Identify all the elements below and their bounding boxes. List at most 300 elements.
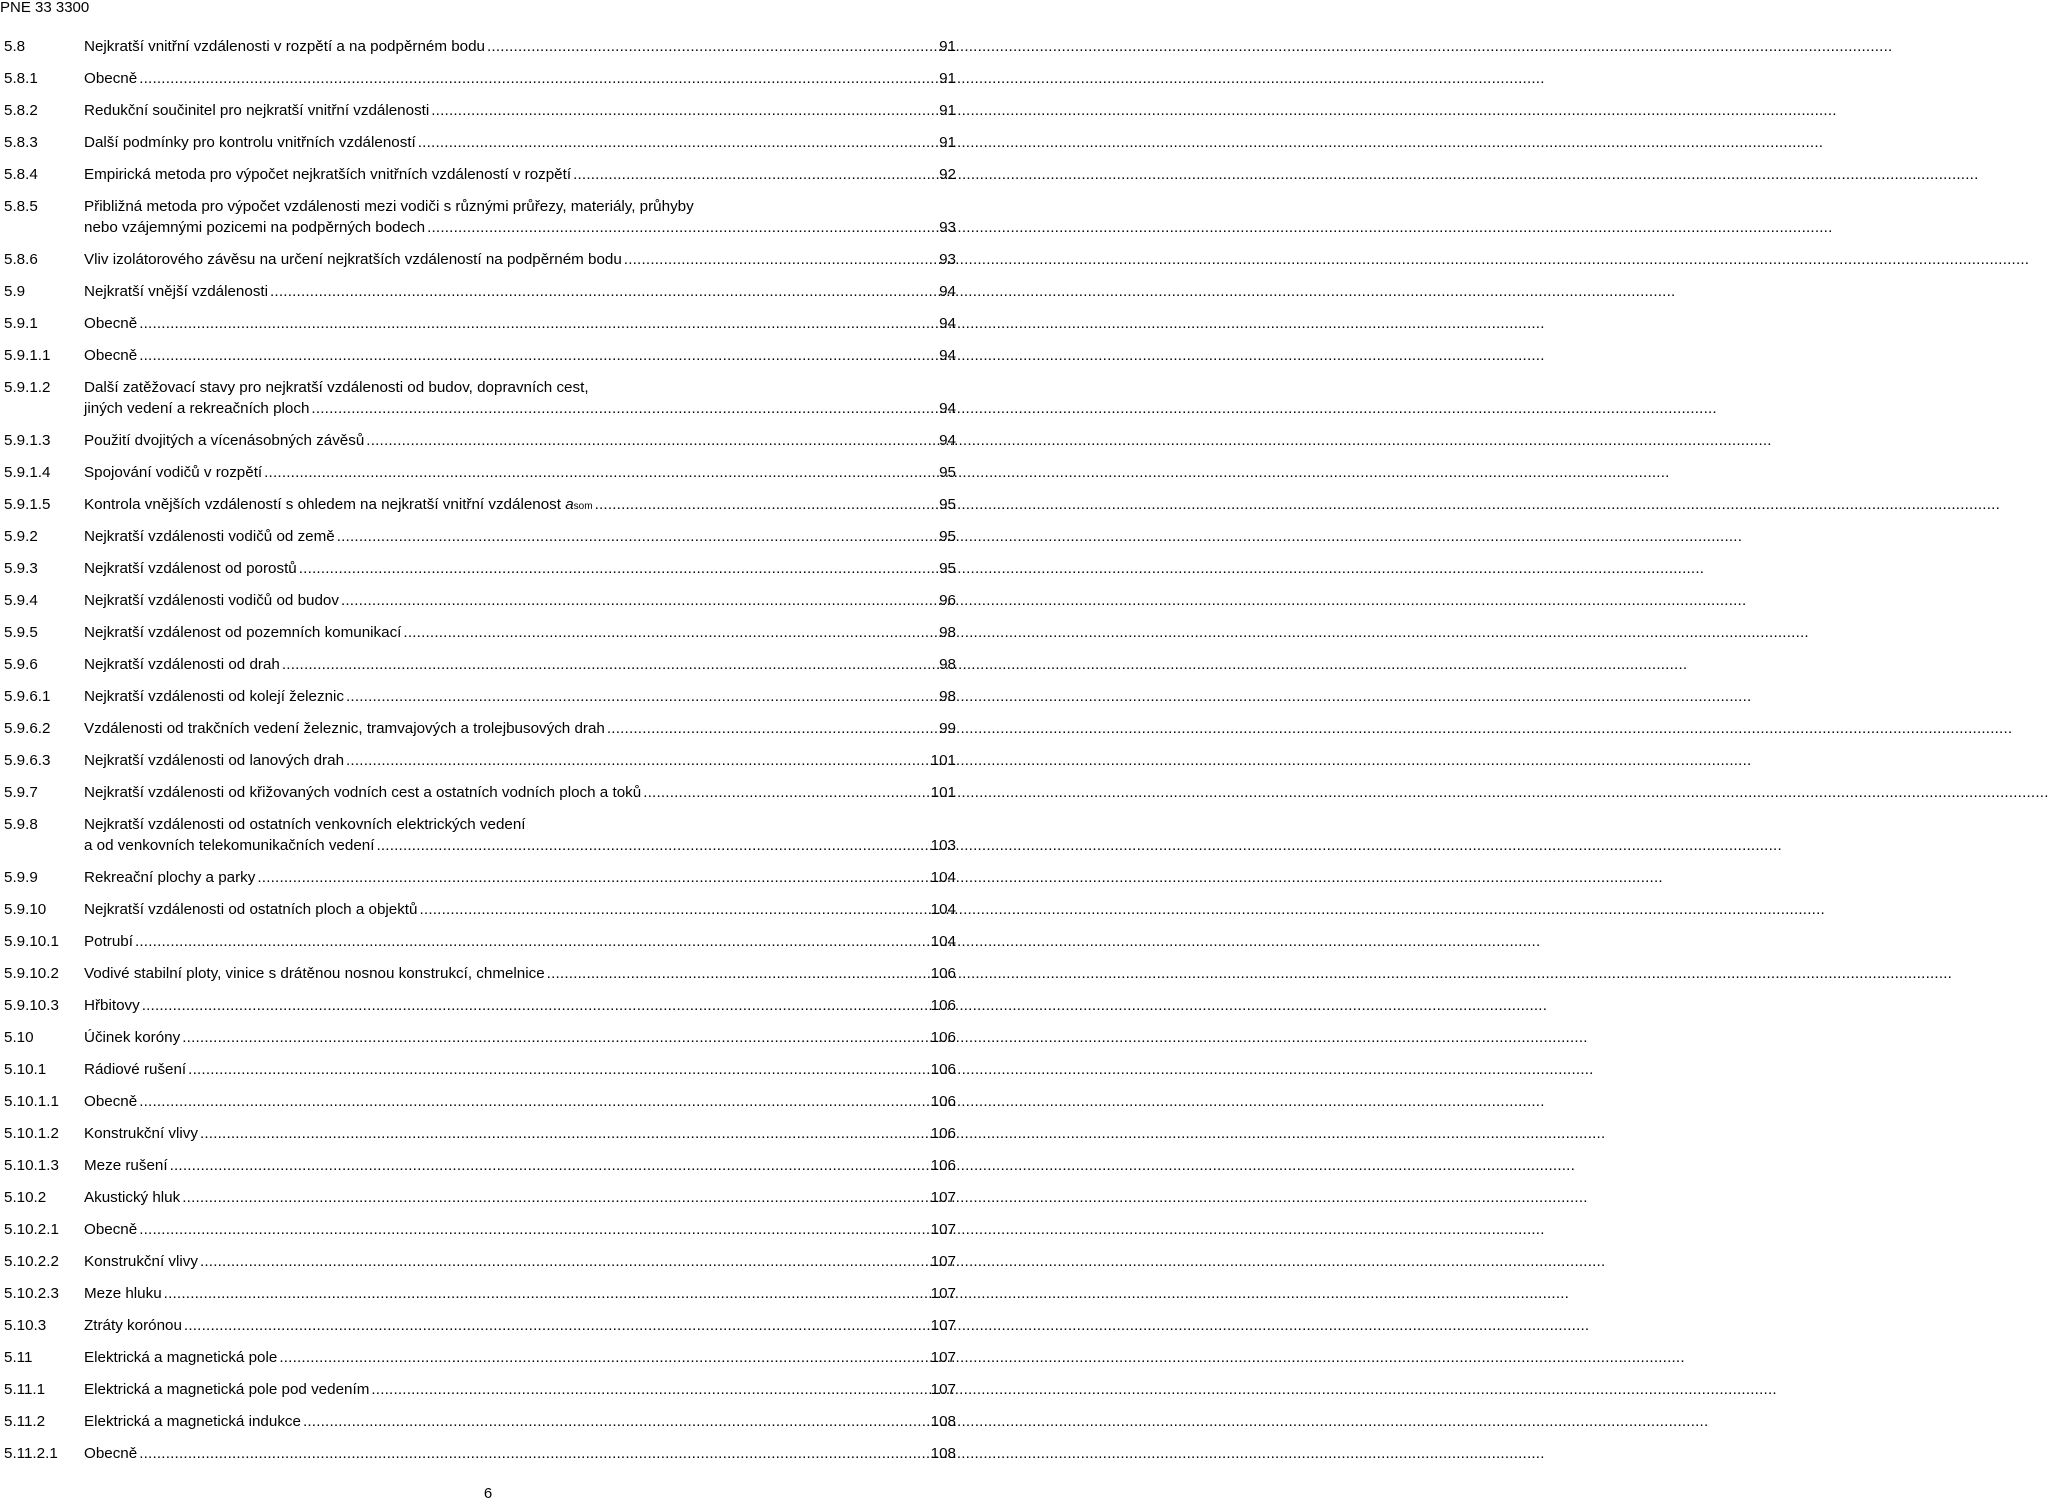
toc-entry-title-text: a od venkovních telekomunikačních vedení — [84, 837, 375, 854]
toc-entry-title-text: Redukční součinitel pro nejkratší vnitřní vzdálenosti — [84, 102, 430, 119]
toc-entry-body — [84, 249, 956, 270]
toc-entry[interactable] — [0, 556, 960, 588]
toc-entry[interactable] — [0, 929, 960, 961]
toc-entry-symbol: a — [565, 496, 574, 513]
toc-entry-page: 107 — [930, 1285, 956, 1302]
toc-entry-body — [84, 1187, 956, 1208]
toc-entry-page: 106 — [930, 1157, 956, 1174]
toc-entry-number: 5.9.10.1 — [4, 933, 59, 950]
toc-entry-title-text: Obecně — [84, 70, 138, 87]
toc-leader-dots — [164, 1283, 929, 1304]
toc-entry-title — [84, 1443, 137, 1464]
toc-entry-title — [84, 1347, 277, 1368]
toc-entry-subscript: som — [573, 501, 593, 512]
toc-entry-title — [84, 1315, 182, 1336]
toc-entry-title-text: Vodivé stabilní ploty, vinice s drátěnou nosnou konstrukcí, chmelnice — [84, 965, 545, 982]
toc-entry[interactable] — [0, 588, 960, 620]
toc-entry-body — [84, 590, 956, 611]
toc-entry-number: 5.10 — [4, 1029, 34, 1046]
toc-entry[interactable] — [0, 460, 960, 492]
toc-entry-page: 107 — [930, 1317, 956, 1334]
toc-entry-title-text: Akustický hluk — [84, 1189, 181, 1206]
toc-entry-number: 5.8.2 — [4, 102, 38, 119]
toc-entry[interactable] — [0, 34, 960, 66]
toc-entry-title — [84, 782, 641, 803]
toc-entry-title-text: Rekreační plochy a parky — [84, 869, 256, 886]
toc-entry-title-text: Obecně — [84, 1221, 138, 1238]
toc-leader-dots — [547, 963, 929, 984]
toc-entry-title — [84, 1251, 198, 1272]
toc-entry-number: 5.8 — [4, 38, 26, 55]
toc-entry[interactable] — [0, 1249, 960, 1281]
toc-entry-number: 5.8.3 — [4, 134, 38, 151]
toc-entry-body — [84, 995, 956, 1016]
toc-entry-title-text: Nejkratší vzdálenosti od kolejí železnic — [84, 688, 344, 705]
toc-entry[interactable] — [0, 130, 960, 162]
toc-entry-number: 5.10.1.3 — [4, 1157, 59, 1174]
toc-entry-page: 94 — [939, 315, 956, 332]
toc-entry-number: 5.9.6.2 — [4, 720, 51, 737]
toc-leader-dots — [624, 249, 937, 270]
toc-entry[interactable] — [0, 1313, 960, 1345]
toc-entry-body — [84, 686, 956, 707]
toc-entry-title — [84, 867, 255, 888]
toc-entry-number: 5.9.3 — [4, 560, 38, 577]
toc-entry-page: 106 — [930, 965, 956, 982]
toc-entry-title — [84, 1187, 180, 1208]
toc-leader-dots — [257, 867, 928, 888]
toc-leader-dots — [643, 782, 928, 803]
toc-entry-page: 107 — [930, 1253, 956, 1270]
toc-leader-dots — [419, 899, 928, 920]
toc-leader-dots — [188, 1059, 929, 1080]
toc-entry[interactable] — [0, 1345, 960, 1377]
toc-entry-number: 5.11.1 — [4, 1381, 46, 1398]
toc-entry-number: 5.9.6 — [4, 656, 38, 673]
toc-entry-title — [84, 1411, 301, 1432]
toc-entry-title — [84, 590, 339, 611]
toc-entry-title-text: Nejkratší vnitřní vzdálenosti v rozpětí a na podpěrném bodu — [84, 38, 486, 55]
toc-entry[interactable] — [0, 428, 960, 460]
toc-leader-dots — [139, 345, 937, 366]
toc-entry-body — [84, 899, 956, 920]
toc-entry-number: 5.11.2.1 — [4, 1445, 58, 1462]
toc-entry-body — [84, 430, 956, 451]
toc-entry-number: 5.10.2.3 — [4, 1285, 59, 1302]
toc-leader-dots — [341, 590, 937, 611]
toc-entry-page: 107 — [930, 1221, 956, 1238]
toc-entry-page: 95 — [939, 496, 956, 513]
toc-entry[interactable] — [0, 1441, 960, 1473]
toc-entry-body — [84, 1379, 956, 1400]
toc-entry-title — [84, 313, 137, 334]
toc-entry[interactable] — [0, 780, 960, 812]
toc-entry-title-text: Elektrická a magnetická pole pod vedením — [84, 1381, 370, 1398]
toc-leader-dots — [139, 68, 937, 89]
toc-entry-body — [84, 1347, 956, 1368]
toc-entry-title — [84, 963, 545, 984]
toc-entry-number: 5.9.10.2 — [4, 965, 59, 982]
toc-entry-page: 103 — [930, 837, 956, 854]
toc-leader-dots — [346, 750, 929, 771]
toc-entry-number: 5.9.4 — [4, 592, 38, 609]
toc-entry-body — [84, 1411, 956, 1432]
toc-entry-title-text: Obecně — [84, 1445, 138, 1462]
toc-entry-body — [84, 1155, 956, 1176]
toc-entry-title-text: Nejkratší vzdálenosti od ostatních ploch a objektů — [84, 901, 418, 918]
toc-entry-title-text: Použití dvojitých a vícenásobných závěsů — [84, 432, 365, 449]
toc-entry-page: 104 — [930, 933, 956, 950]
toc-entry-title-text: Potrubí — [84, 933, 133, 950]
toc-entry-page: 106 — [930, 997, 956, 1014]
toc-entry[interactable] — [0, 812, 960, 865]
toc-entry-title — [84, 1027, 180, 1048]
toc-entry-number: 5.10.1.2 — [4, 1125, 59, 1142]
toc-entry-body — [84, 1027, 956, 1048]
toc-entry-body — [84, 1283, 956, 1304]
toc-entry-number: 5.8.1 — [4, 70, 38, 87]
toc-leader-dots — [595, 494, 938, 515]
toc-entry-number: 5.9.9 — [4, 869, 38, 886]
toc-leader-dots — [418, 132, 937, 153]
toc-entry-page: 92 — [939, 166, 956, 183]
toc-entry-title-text: Vzdálenosti od trakčních vedení železnic, tramvajových a trolejbusových drah — [84, 720, 605, 737]
toc-entry-body — [84, 68, 956, 89]
toc-leader-dots — [346, 686, 937, 707]
toc-entry[interactable] — [0, 1089, 960, 1121]
toc-entry-page: 91 — [939, 70, 956, 87]
toc-entry-title — [84, 654, 280, 675]
toc-entry-body — [84, 867, 956, 888]
toc-leader-dots — [337, 526, 937, 547]
toc-entry[interactable] — [0, 1153, 960, 1185]
toc-entry-title — [84, 1283, 162, 1304]
toc-entry[interactable] — [0, 1281, 960, 1313]
toc-entry-title-text: Konstrukční vlivy — [84, 1125, 198, 1142]
toc-entry[interactable] — [0, 652, 960, 684]
toc-entry-title — [84, 249, 622, 270]
toc-entry-body — [84, 313, 956, 334]
toc-entry-page: 107 — [930, 1381, 956, 1398]
toc-entry[interactable] — [0, 620, 960, 652]
document-header: PNE 33 3300 — [0, 0, 90, 16]
toc-entry-title — [84, 931, 133, 952]
toc-entry-page: 99 — [939, 720, 956, 737]
toc-entry[interactable] — [0, 1185, 960, 1217]
toc-entry[interactable] — [0, 684, 960, 716]
toc-entry[interactable] — [0, 492, 960, 524]
toc-entry-page: 95 — [939, 464, 956, 481]
toc-entry-body — [84, 164, 956, 185]
toc-leader-dots — [299, 558, 937, 579]
toc-leader-dots — [142, 995, 929, 1016]
toc-leader-dots — [487, 36, 937, 57]
toc-entry-title-text: Účinek koróny — [84, 1029, 181, 1046]
toc-entry-body — [84, 1219, 956, 1240]
toc-leader-dots — [366, 430, 937, 451]
toc-entry[interactable] — [0, 961, 960, 993]
toc-entry-title-line1: Přibližná metoda pro výpočet vzdálenosti mezi vodiči s různými průřezy, materiály, průhyby — [84, 198, 694, 215]
toc-entry-page: 91 — [939, 38, 956, 55]
toc-entry-title — [84, 68, 137, 89]
toc-entry-number: 5.11.2 — [4, 1413, 46, 1430]
toc-entry-title — [84, 835, 374, 856]
toc-entry-page: 96 — [939, 592, 956, 609]
toc-entry-page: 94 — [939, 347, 956, 364]
toc-leader-dots — [376, 835, 928, 856]
toc-entry-page: 93 — [939, 219, 956, 236]
toc-entry-title-text: Meze rušení — [84, 1157, 168, 1174]
toc-entry-body — [84, 377, 956, 419]
toc-leader-dots — [311, 398, 937, 419]
toc-entry-title-text: Nejkratší vzdálenosti vodičů od země — [84, 528, 335, 545]
toc-entry-page: 101 — [930, 784, 956, 801]
toc-entry[interactable] — [0, 279, 960, 311]
toc-entry-title — [84, 718, 605, 739]
toc-entry-body — [84, 622, 956, 643]
toc-entry-title — [84, 217, 425, 238]
toc-entry-title-text: Empirická metoda pro výpočet nejkratších vnitřních vzdáleností v rozpětí — [84, 166, 572, 183]
toc-entry[interactable] — [0, 311, 960, 343]
toc-entry-number: 5.8.5 — [4, 198, 38, 215]
toc-entry-title — [84, 100, 429, 121]
toc-entry-title-text: Nejkratší vzdálenost od pozemních komunikací — [84, 624, 402, 641]
toc-entry[interactable] — [0, 1121, 960, 1153]
toc-entry-title-text: Nejkratší vzdálenost od porostů — [84, 560, 297, 577]
toc-entry-page: 91 — [939, 102, 956, 119]
toc-entry-body — [84, 36, 956, 57]
toc-entry-title — [84, 164, 571, 185]
toc-entry-page: 98 — [939, 656, 956, 673]
toc-entry-number: 5.10.2.2 — [4, 1253, 59, 1270]
toc-entry-title — [84, 281, 268, 302]
toc-leader-dots — [371, 1379, 928, 1400]
toc-entry-page: 98 — [939, 688, 956, 705]
toc-leader-dots — [607, 718, 937, 739]
toc-entry-title-text: Elektrická a magnetická pole — [84, 1349, 278, 1366]
toc-entry-title-text: Nejkratší vzdálenosti od křižovaných vodních cest a ostatních vodních ploch a toků — [84, 784, 642, 801]
toc-entry-title-text: Kontrola vnějších vzdáleností s ohledem na nejkratší vnitřní vzdálenost — [84, 496, 566, 513]
toc-entry-body — [84, 814, 956, 856]
toc-entry[interactable] — [0, 865, 960, 897]
toc-entry-title-text: Obecně — [84, 347, 138, 364]
toc-entry[interactable] — [0, 993, 960, 1025]
toc-entry-page: 94 — [939, 432, 956, 449]
toc-entry[interactable] — [0, 1377, 960, 1409]
toc-entry-number: 5.9 — [4, 283, 26, 300]
toc-entry-page: 94 — [939, 283, 956, 300]
toc-entry-number: 5.9.2 — [4, 528, 38, 545]
toc-entry-page: 108 — [930, 1445, 956, 1462]
toc-entry-title — [84, 899, 417, 920]
toc-entry-title-text: Nejkratší vzdálenosti od drah — [84, 656, 280, 673]
toc-entry-number: 5.9.1.1 — [4, 347, 51, 364]
toc-entry-title-text: Nejkratší vzdálenosti vodičů od budov — [84, 592, 339, 609]
toc-entry-title-text: nebo vzájemnými pozicemi na podpěrných bodech — [84, 219, 426, 236]
toc-entry[interactable] — [0, 524, 960, 556]
toc-entry-title-line1: Nejkratší vzdálenosti od ostatních venkovních elektrických vedení — [84, 816, 526, 833]
toc-leader-dots — [303, 1411, 929, 1432]
toc-entry-number: 5.11 — [4, 1349, 33, 1366]
toc-entry[interactable] — [0, 897, 960, 929]
toc-entry-page: 106 — [930, 1093, 956, 1110]
toc-entry-body — [84, 1123, 956, 1144]
toc-entry[interactable] — [0, 1025, 960, 1057]
toc-entry-title-text: jiných vedení a rekreačních ploch — [84, 400, 310, 417]
toc-leader-dots — [139, 1219, 928, 1240]
toc-entry-body — [84, 281, 956, 302]
toc-leader-dots — [403, 622, 937, 643]
toc-entry-page: 104 — [930, 869, 956, 886]
toc-entry[interactable] — [0, 375, 960, 428]
toc-leader-dots — [135, 931, 929, 952]
toc-entry-number: 5.9.8 — [4, 816, 38, 833]
toc-entry-body — [84, 345, 956, 366]
toc-leader-dots — [427, 217, 937, 238]
toc-leader-dots — [264, 462, 937, 483]
toc-entry[interactable] — [0, 1057, 960, 1089]
toc-entry-title — [84, 1155, 168, 1176]
toc-leader-dots — [573, 164, 937, 185]
toc-entry-title-text: Konstrukční vlivy — [84, 1253, 198, 1270]
toc-entry-body — [84, 963, 956, 984]
toc-entry-number: 5.9.6.1 — [4, 688, 51, 705]
toc-leader-dots — [139, 1443, 928, 1464]
toc-entry-title-text: Elektrická a magnetická indukce — [84, 1413, 301, 1430]
toc-entry-page: 91 — [939, 134, 956, 151]
toc-entry[interactable] — [0, 162, 960, 194]
toc-entry-title — [84, 494, 593, 517]
toc-entry-body — [84, 1059, 956, 1080]
table-of-contents — [0, 34, 960, 1473]
toc-entry-title-text: Spojování vodičů v rozpětí — [84, 464, 263, 481]
toc-leader-dots — [182, 1187, 928, 1208]
toc-entry[interactable] — [0, 98, 960, 130]
toc-entry-number: 5.8.4 — [4, 166, 38, 183]
toc-entry[interactable] — [0, 1217, 960, 1249]
toc-entry-title — [84, 1219, 137, 1240]
toc-entry-number: 5.10.3 — [4, 1317, 47, 1334]
toc-leader-dots — [282, 654, 937, 675]
toc-entry-number: 5.9.6.3 — [4, 752, 51, 769]
toc-entry[interactable] — [0, 1409, 960, 1441]
toc-leader-dots — [431, 100, 937, 121]
toc-entry-title — [84, 686, 344, 707]
toc-entry-page: 93 — [939, 251, 956, 268]
toc-entry[interactable] — [0, 247, 960, 279]
toc-entry-body — [84, 494, 956, 517]
toc-entry-page: 108 — [930, 1413, 956, 1430]
toc-leader-dots — [139, 1091, 928, 1112]
toc-leader-dots — [170, 1155, 929, 1176]
toc-leader-dots — [139, 313, 937, 334]
toc-entry-body — [84, 1091, 956, 1112]
toc-entry-number: 5.10.1 — [4, 1061, 47, 1078]
toc-entry-title-text: Další podmínky pro kontrolu vnitřních vzdáleností — [84, 134, 416, 151]
toc-entry-number: 5.9.10.3 — [4, 997, 59, 1014]
toc-entry-page: 98 — [939, 624, 956, 641]
toc-entry-title-text: Nejkratší vzdálenosti od lanových drah — [84, 752, 345, 769]
toc-entry-number: 5.10.2.1 — [4, 1221, 59, 1238]
toc-leader-dots — [184, 1315, 929, 1336]
toc-entry-body — [84, 718, 956, 739]
toc-entry-title — [84, 345, 137, 366]
toc-entry-number: 5.8.6 — [4, 251, 38, 268]
toc-entry-title-text: Obecně — [84, 1093, 138, 1110]
toc-entry-body — [84, 100, 956, 121]
toc-entry-body — [84, 462, 956, 483]
toc-entry-body — [84, 782, 956, 803]
toc-entry-body — [84, 1443, 956, 1464]
toc-entry-page: 95 — [939, 528, 956, 545]
toc-entry-title — [84, 526, 335, 547]
toc-entry-body — [84, 558, 956, 579]
toc-entry[interactable] — [0, 716, 960, 748]
toc-entry[interactable] — [0, 748, 960, 780]
toc-entry-title — [84, 36, 485, 57]
toc-entry-page: 107 — [930, 1349, 956, 1366]
toc-entry-number: 5.10.1.1 — [4, 1093, 59, 1110]
toc-entry-body — [84, 750, 956, 771]
toc-entry-number: 5.9.1.4 — [4, 464, 51, 481]
toc-entry-number: 5.9.1.5 — [4, 496, 51, 513]
toc-leader-dots — [279, 1347, 928, 1368]
toc-entry-title-text: Ztráty korónou — [84, 1317, 182, 1334]
toc-entry-title — [84, 995, 140, 1016]
toc-entry-title — [84, 462, 262, 483]
toc-entry-page: 107 — [930, 1189, 956, 1206]
toc-entry-page: 106 — [930, 1029, 956, 1046]
toc-entry-title-text: Rádiové rušení — [84, 1061, 187, 1078]
toc-entry-number: 5.9.7 — [4, 784, 38, 801]
toc-entry[interactable] — [0, 194, 960, 247]
toc-entry-title — [84, 398, 309, 419]
page-number: 6 — [483, 1485, 493, 1502]
toc-entry[interactable] — [0, 343, 960, 375]
toc-entry-number: 5.9.1.3 — [4, 432, 51, 449]
toc-entry-title — [84, 1059, 186, 1080]
toc-entry[interactable] — [0, 66, 960, 98]
toc-entry-body — [84, 654, 956, 675]
toc-leader-dots — [200, 1251, 929, 1272]
toc-entry-page: 94 — [939, 400, 956, 417]
toc-entry-number: 5.9.1.2 — [4, 379, 51, 396]
toc-entry-title-text: Hřbitovy — [84, 997, 140, 1014]
toc-entry-body — [84, 196, 956, 238]
toc-entry-page: 106 — [930, 1125, 956, 1142]
toc-entry-title-line1: Další zatěžovací stavy pro nejkratší vzdálenosti od budov, dopravních cest, — [84, 379, 589, 396]
toc-entry-body — [84, 1251, 956, 1272]
toc-entry-number: 5.9.10 — [4, 901, 47, 918]
toc-entry-number: 5.10.2 — [4, 1189, 47, 1206]
toc-entry-body — [84, 132, 956, 153]
toc-leader-dots — [200, 1123, 929, 1144]
toc-entry-title — [84, 430, 364, 451]
toc-entry-title — [84, 1123, 198, 1144]
toc-entry-title-text: Meze hluku — [84, 1285, 162, 1302]
toc-leader-dots — [270, 281, 937, 302]
toc-entry-body — [84, 1315, 956, 1336]
toc-entry-title — [84, 1091, 137, 1112]
toc-entry-title — [84, 558, 297, 579]
toc-entry-body — [84, 931, 956, 952]
toc-entry-title — [84, 622, 401, 643]
toc-entry-title — [84, 132, 416, 153]
toc-entry-title — [84, 1379, 369, 1400]
toc-entry-title-text: Obecně — [84, 315, 138, 332]
toc-entry-title-text: Vliv izolátorového závěsu na určení nejkratších vzdáleností na podpěrném bodu — [84, 251, 622, 268]
toc-entry-page: 104 — [930, 901, 956, 918]
